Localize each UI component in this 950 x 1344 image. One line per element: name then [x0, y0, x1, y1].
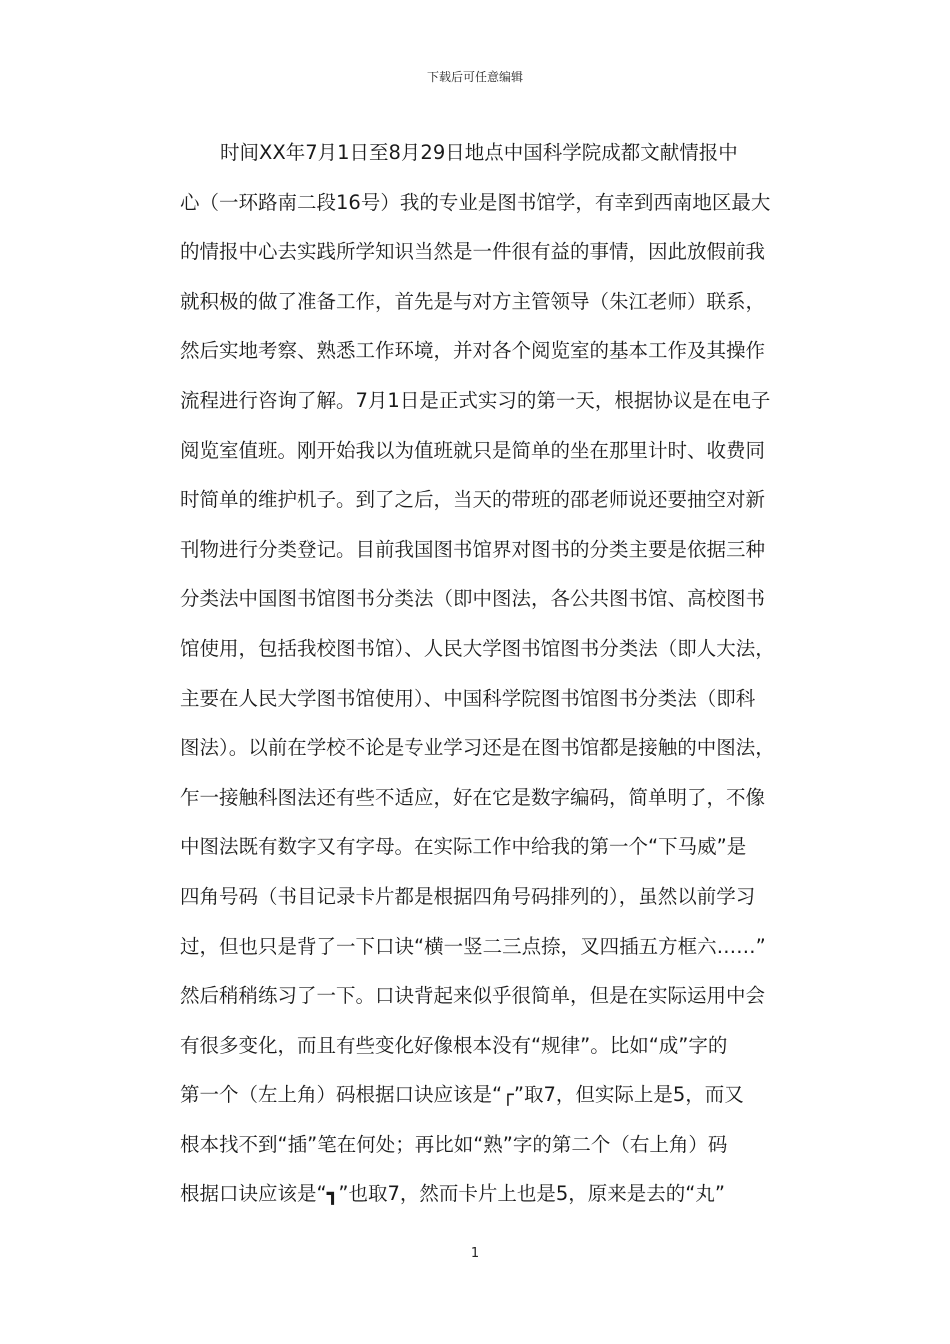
text-line: 有很多变化，而且有些变化好像根本没有“规律”。比如“成”字的	[180, 1033, 728, 1057]
text-line: 根据口诀应该是“┓”也取7，然而卡片上也是5，原来是去的“丸”	[180, 1182, 725, 1206]
text-line: 第一个（左上角）码根据口诀应该是“┌”取7，但实际上是5，而又	[180, 1083, 744, 1107]
text-line: 心（一环路南二段16号）我的专业是图书馆学，有幸到西南地区最大	[180, 190, 771, 214]
text-line: 然后实地考察、熟悉工作环境，并对各个阅览室的基本工作及其操作	[180, 339, 766, 363]
text-line: 的情报中心去实践所学知识当然是一件很有益的事情，因此放假前我	[180, 240, 766, 264]
text-line: 分类法中国图书馆图书分类法（即中图法，各公共图书馆、高校图书	[180, 587, 766, 611]
text-line: 过，但也只是背了一下口诀“横一竖二三点捺，叉四插五方框六……”	[180, 934, 766, 958]
page-number: 1	[470, 1246, 480, 1261]
text-line: 就积极的做了准备工作，首先是与对方主管领导（朱江老师）联系，	[180, 289, 766, 313]
text-line: 然后稍稍练习了一下。口诀背起来似乎很简单，但是在实际运用中会	[180, 984, 766, 1008]
text-line: 中图法既有数字又有字母。在实际工作中给我的第一个“下马威”是	[180, 835, 747, 859]
header-note: 下载后可任意编辑	[426, 70, 523, 84]
text-line: 时简单的维护机子。到了之后，当天的带班的邵老师说还要抽空对新	[180, 488, 766, 512]
text-line: 根本找不到“插”笔在何处；再比如“熟”字的第二个（右上角）码	[180, 1132, 728, 1156]
text-line: 馆使用，包括我校图书馆）、人民大学图书馆图书分类法（即人大法，	[180, 636, 775, 660]
text-line: 四角号码（书目记录卡片都是根据四角号码排列的），虽然以前学习	[180, 884, 756, 908]
text-line: 时间XX年7月1日至8月29日地点中国科学院成都文献情报中	[220, 141, 738, 164]
text-line: 主要在人民大学图书馆使用）、中国科学院图书馆图书分类法（即科	[180, 686, 756, 710]
text-line: 乍一接触科图法还有些不适应，好在它是数字编码，简单明了，不像	[180, 785, 766, 809]
text-line: 阅览室值班。刚开始我以为值班就只是简单的坐在那里计时、收费同	[180, 438, 766, 462]
text-line: 刊物进行分类登记。目前我国图书馆界对图书的分类主要是依据三种	[180, 537, 766, 561]
text-line: 流程进行咨询了解。7月1日是正式实习的第一天，根据协议是在电子	[180, 388, 771, 412]
text-line: 图法）。以前在学校不论是专业学习还是在图书馆都是接触的中图法，	[180, 736, 775, 760]
body-text	[180, 128, 780, 1219]
